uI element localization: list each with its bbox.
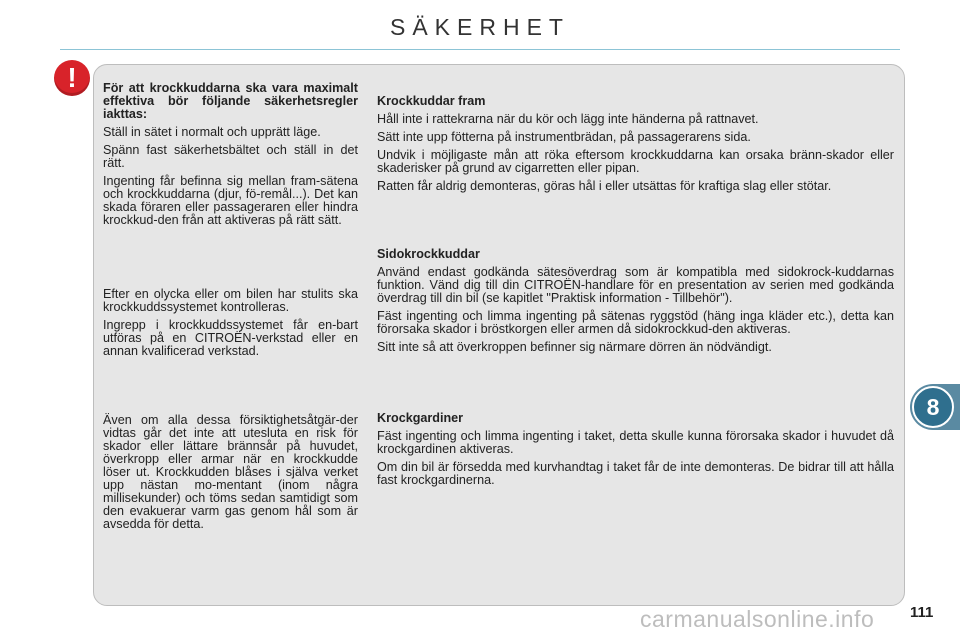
left-block-safety-rules [103, 82, 358, 232]
paragraph: Spänn fast säkerhetsbältet och ställ in det rätt. [103, 143, 358, 170]
section-curtain-airbags [377, 412, 894, 492]
paragraph: Även om alla dessa försiktighetsåtgär-der vidtas går det inte att utesluta en risk för skador eller lättare brännsår på huvudet, överkropp eller armar när en krockkudde löser ut. Krockkudden blåses i själva verket upp nästan mo-mentant (inom några millisekunder) och töms sedan samtidigt som den evakuerar varm gas genom hål som är avsedda för detta. [103, 413, 358, 531]
paragraph: Efter en olycka eller om bilen har stulits ska krockkuddssystemet kontrolleras. [103, 287, 358, 314]
warning-icon: ! [54, 60, 90, 96]
paragraph: Ingrepp i krockkuddssystemet får en-bart utföras på en CITROËN-verkstad eller en annan kvalificerad verkstad. [103, 318, 358, 358]
paragraph: Ratten får aldrig demonteras, göras hål i eller utsättas för kraftiga slag eller stötar. [377, 179, 832, 193]
left-block-residual-risk [103, 414, 358, 536]
paragraph: Sätt inte upp fötterna på instrumentbrädan, på passagerarens sida. [377, 130, 751, 144]
paragraph: Om din bil är försedda med kurvhandtag i taket får de inte demonteras. De bidrar till att hålla fast krockgardinerna. [377, 460, 894, 487]
paragraph: Ställ in sätet i normalt och upprätt läge. [103, 125, 321, 139]
watermark: carmanualsonline.info [640, 606, 875, 632]
front-airbags-heading: Krockkuddar fram [377, 94, 486, 108]
paragraph: Fäst ingenting och limma ingenting på sätenas ryggstöd (häng inga kläder etc.), detta kan förorsaka skador i bröstkorgen eller armen då sidokrockkud-den aktiveras. [377, 309, 894, 336]
paragraph: Sitt inte så att överkroppen befinner sig närmare dörren än nödvändigt. [377, 340, 772, 354]
chapter-number-badge: 8 [912, 386, 954, 428]
section-front-airbags [377, 95, 894, 198]
curtain-airbags-heading: Krockgardiner [377, 411, 464, 425]
page-title: SÄKERHET [390, 14, 570, 40]
left-block-after-accident [103, 288, 358, 363]
safety-rules-heading: För att krockkuddarna ska vara maximalt effektiva bör följande säkerhetsregler iakttas: [103, 81, 358, 121]
paragraph: Använd endast godkända sätesöverdrag som är kompatibla med sidokrock-kuddarnas funktion. Vänd dig till din CITROËN-handlare för en presentation av serien med godkända överdrag till din bil (se kapitlet "Praktisk information - Tillbehör"). [377, 265, 894, 305]
paragraph: Undvik i möjligaste mån att röka eftersom krockkuddarna kan orsaka bränn-skador eller skaderisker på grund av cigarretten eller pipan. [377, 148, 894, 175]
paragraph: Fäst ingenting och limma ingenting i taket, detta skulle kunna förorsaka skador i huvudet då krockgardinen aktiveras. [377, 429, 894, 456]
page-number: 111 [910, 604, 934, 621]
paragraph: Håll inte i rattekrarna när du kör och lägg inte händerna på rattnavet. [377, 112, 759, 126]
title-divider [60, 49, 900, 50]
paragraph: Ingenting får befinna sig mellan fram-sätena och krockkuddarna (djur, fö-remål...). Det kan skada föraren eller passageraren eller hindra krockkud-den från att aktiveras på rätt sätt. [103, 174, 358, 227]
section-side-airbags [377, 248, 894, 359]
side-airbags-heading: Sidokrockkuddar [377, 247, 480, 261]
